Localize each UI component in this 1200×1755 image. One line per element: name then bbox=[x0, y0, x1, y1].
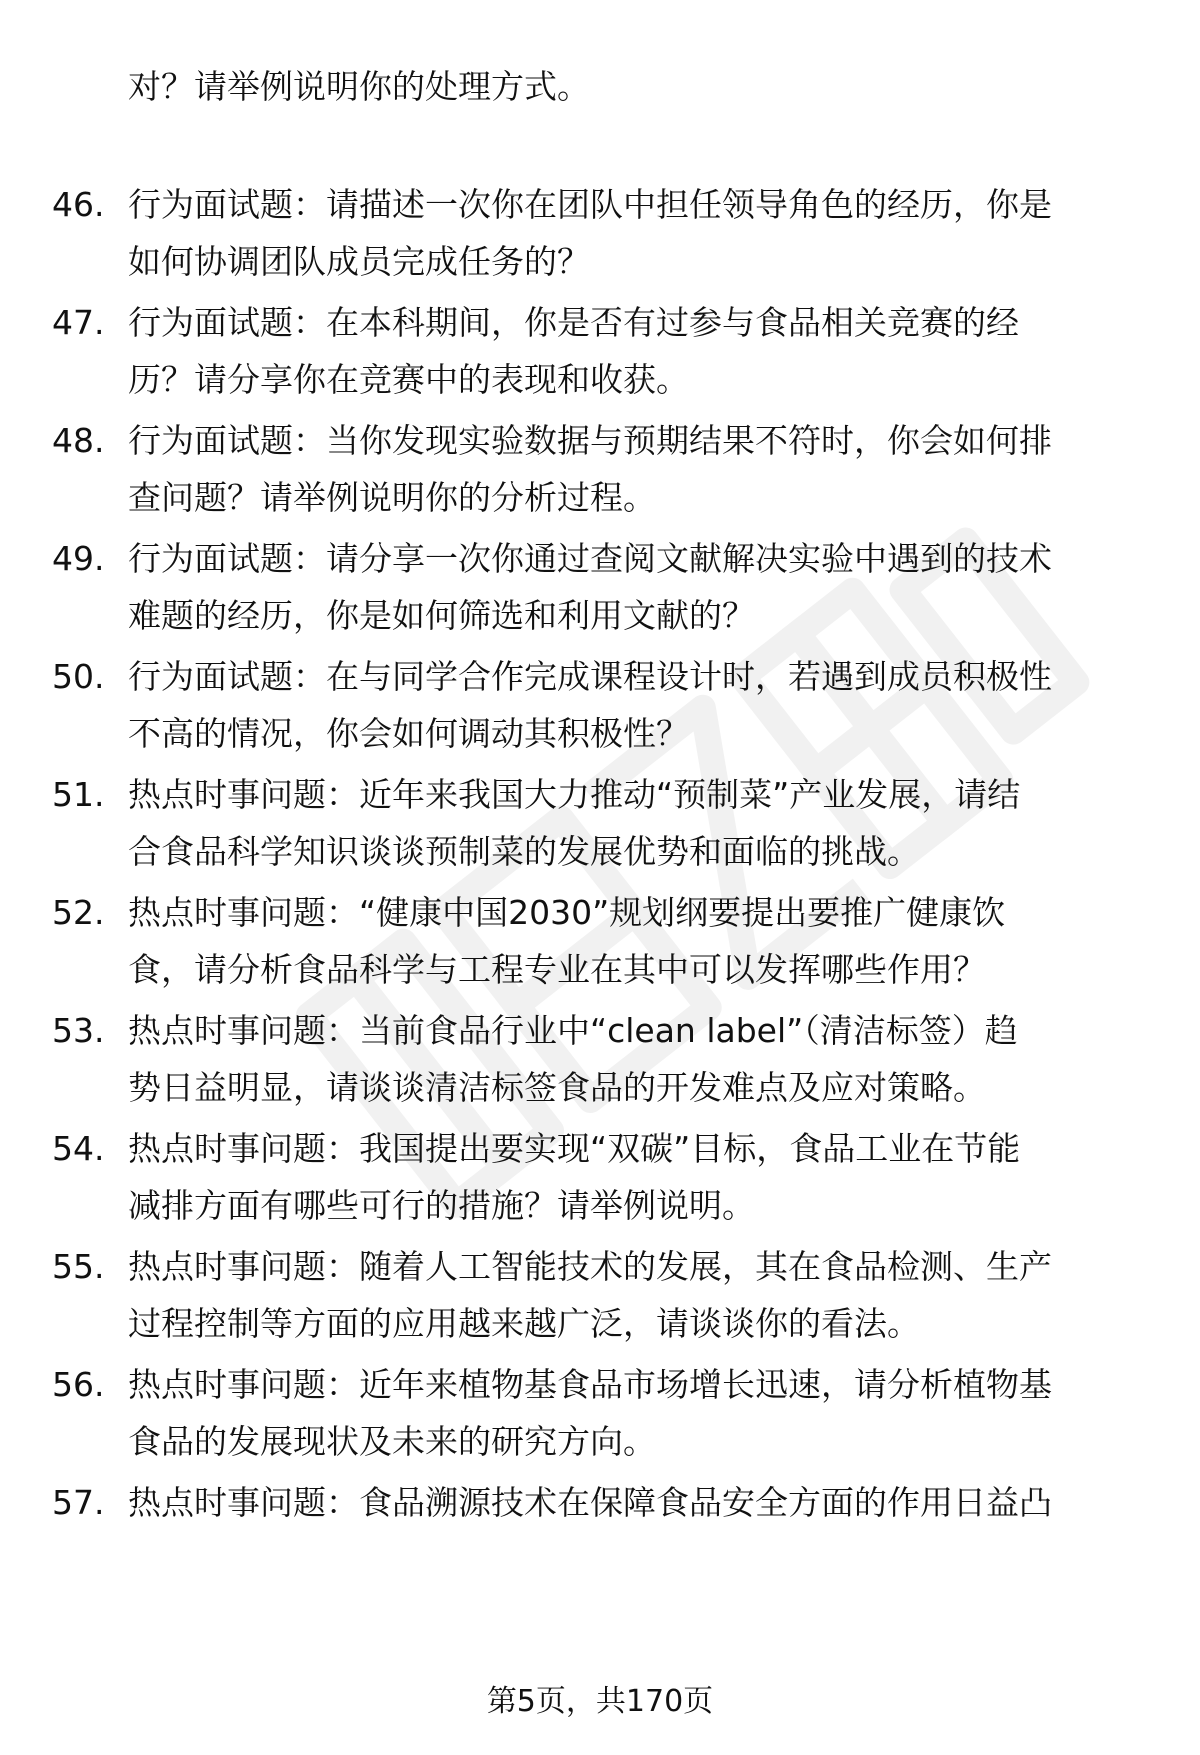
question-item-47 bbox=[0, 294, 1200, 414]
question-text bbox=[128, 530, 1138, 644]
question-line: 热点时事问题：随着人工智能技术的发展，其在食品检测、生产 bbox=[128, 1247, 1052, 1286]
question-item-51 bbox=[0, 766, 1200, 886]
question-item-50 bbox=[0, 648, 1200, 768]
question-line: 历？请分享你在竞赛中的表现和收获。 bbox=[128, 360, 689, 399]
question-item-52 bbox=[0, 884, 1200, 1004]
question-item-53 bbox=[0, 1002, 1200, 1122]
question-item-55 bbox=[0, 1238, 1200, 1358]
question-line: 行为面试题：当你发现实验数据与预期结果不符时，你会如何排 bbox=[128, 421, 1052, 460]
question-item-46 bbox=[0, 176, 1200, 296]
question-line: 难题的经历，你是如何筛选和利用文献的？ bbox=[128, 596, 755, 635]
question-line: 热点时事问题：食品溯源技术在保障食品安全方面的作用日益凸 bbox=[128, 1483, 1052, 1522]
question-text bbox=[128, 648, 1138, 762]
question-text bbox=[128, 1474, 1138, 1531]
question-line: 热点时事问题：近年来我国大力推动“预制菜”产业发展，请结 bbox=[128, 775, 1021, 814]
question-item-56 bbox=[0, 1356, 1200, 1476]
question-number: 54. bbox=[52, 1129, 105, 1168]
question-line: 不高的情况，你会如何调动其积极性？ bbox=[128, 714, 689, 753]
question-number: 49. bbox=[52, 539, 105, 578]
question-line: 行为面试题：在与同学合作完成课程设计时，若遇到成员积极性 bbox=[128, 657, 1052, 696]
question-line: 热点时事问题：我国提出要实现“双碳”目标，食品工业在节能 bbox=[128, 1129, 1021, 1168]
page-footer: 第5页，共170页 bbox=[486, 1684, 714, 1719]
question-number: 48. bbox=[52, 421, 105, 460]
question-text bbox=[128, 1120, 1138, 1234]
question-line: 行为面试题：在本科期间，你是否有过参与食品相关竞赛的经 bbox=[128, 303, 1019, 342]
question-line: 势日益明显，请谈谈清洁标签食品的开发难点及应对策略。 bbox=[128, 1068, 986, 1107]
question-line: 如何协调团队成员完成任务的？ bbox=[128, 242, 590, 281]
question-line: 减排方面有哪些可行的措施？请举例说明。 bbox=[128, 1186, 755, 1225]
question-text bbox=[128, 1002, 1138, 1116]
question-text bbox=[128, 412, 1138, 526]
question-line: 热点时事问题：当前食品行业中“clean label”（清洁标签）趋 bbox=[128, 1011, 1018, 1050]
question-number: 57. bbox=[52, 1483, 105, 1522]
question-text bbox=[128, 294, 1138, 408]
question-line: 查问题？请举例说明你的分析过程。 bbox=[128, 478, 656, 517]
question-number: 51. bbox=[52, 775, 105, 814]
question-number: 47. bbox=[52, 303, 105, 342]
question-item-57 bbox=[0, 1474, 1200, 1594]
question-line: 热点时事问题：“健康中国2030”规划纲要提出要推广健康饮 bbox=[128, 893, 1006, 932]
question-number: 53. bbox=[52, 1011, 105, 1050]
question-item-54 bbox=[0, 1120, 1200, 1240]
question-line: 热点时事问题：近年来植物基食品市场增长迅速，请分析植物基 bbox=[128, 1365, 1052, 1404]
question-item-49 bbox=[0, 530, 1200, 650]
question-number: 50. bbox=[52, 657, 105, 696]
question-text bbox=[128, 176, 1138, 290]
question-text bbox=[128, 884, 1138, 998]
question-text bbox=[128, 766, 1138, 880]
question-line: 食品的发展现状及未来的研究方向。 bbox=[128, 1422, 656, 1461]
question-line: 合食品科学知识谈谈预制菜的发展优势和面临的挑战。 bbox=[128, 832, 920, 871]
question-number: 55. bbox=[52, 1247, 105, 1286]
continued-question-text: 对？请举例说明你的处理方式。 bbox=[128, 67, 590, 106]
question-line: 行为面试题：请描述一次你在团队中担任领导角色的经历，你是 bbox=[128, 185, 1052, 224]
question-line: 过程控制等方面的应用越来越广泛，请谈谈你的看法。 bbox=[128, 1304, 920, 1343]
question-number: 46. bbox=[52, 185, 105, 224]
question-text bbox=[128, 1238, 1138, 1352]
question-number: 52. bbox=[52, 893, 105, 932]
question-item-48 bbox=[0, 412, 1200, 532]
question-number: 56. bbox=[52, 1365, 105, 1404]
question-line: 食，请分析食品科学与工程专业在其中可以发挥哪些作用？ bbox=[128, 950, 986, 989]
question-text bbox=[128, 1356, 1138, 1470]
question-line: 行为面试题：请分享一次你通过查阅文献解决实验中遇到的技术 bbox=[128, 539, 1052, 578]
